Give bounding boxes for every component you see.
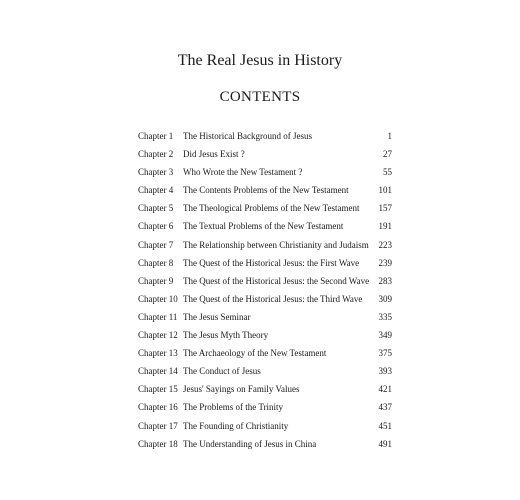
toc-page-number: 27 (383, 149, 392, 160)
toc-chapter-number: Chapter 18 (138, 438, 178, 449)
toc-page-number: 309 (378, 293, 392, 304)
toc-page-number: 491 (378, 438, 392, 449)
toc-chapter-number: Chapter 6 (138, 221, 174, 232)
toc-chapter-title: The Relationship between Christianity and Judaism (183, 239, 369, 250)
toc-chapter-number: Chapter 15 (138, 384, 178, 395)
toc-row (138, 130, 392, 148)
toc-row (138, 329, 392, 347)
toc-chapter-number: Chapter 12 (138, 330, 178, 341)
toc-chapter-number: Chapter 17 (138, 420, 178, 431)
toc-page-number: 421 (378, 384, 392, 395)
toc-chapter-title: The Historical Background of Jesus (183, 131, 312, 141)
toc-chapter-number: Chapter 2 (138, 149, 174, 160)
toc-chapter-title: The Understanding of Jesus in China (183, 438, 317, 449)
toc-chapter-title: The Founding of Christianity (183, 420, 289, 431)
toc-chapter-number: Chapter 1 (138, 131, 174, 141)
toc-page-number: 437 (378, 402, 392, 413)
toc-row (138, 311, 392, 329)
toc-chapter-number: Chapter 16 (138, 402, 178, 413)
toc-row (138, 184, 392, 202)
toc-row (138, 239, 392, 257)
toc-chapter-title: Jesus' Sayings on Family Values (183, 384, 300, 395)
toc-page-number: 191 (378, 221, 392, 232)
toc-chapter-number: Chapter 7 (138, 239, 174, 250)
toc-chapter-title: The Archaeology of the New Testament (183, 348, 327, 359)
toc-chapter-number: Chapter 8 (138, 257, 174, 268)
toc-chapter-title: The Quest of the Historical Jesus: the First Wave (183, 257, 360, 268)
toc-chapter-title: The Problems of the Trinity (183, 402, 284, 413)
toc-page-number: 101 (378, 185, 392, 196)
toc-chapter-title: Did Jesus Exist ? (183, 149, 245, 160)
toc-page-number: 335 (378, 311, 392, 322)
toc-chapter-number: Chapter 4 (138, 185, 174, 196)
toc-row (138, 166, 392, 184)
toc-chapter-number: Chapter 14 (138, 366, 178, 377)
toc-chapter-title: The Jesus Seminar (183, 311, 251, 322)
toc-chapter-title: Who Wrote the New Testament ? (183, 167, 303, 178)
toc-chapter-title: The Quest of the Historical Jesus: the Second Wave (183, 275, 370, 286)
toc-row (138, 293, 392, 311)
toc-page-number: 1 (387, 131, 392, 141)
toc-chapter-number: Chapter 13 (138, 348, 178, 359)
toc-row (138, 202, 392, 220)
table-of-contents (138, 130, 392, 456)
toc-page-number: 239 (378, 257, 392, 268)
toc-chapter-title: The Jesus Myth Theory (183, 330, 269, 341)
book-title: The Real Jesus in History (177, 52, 343, 69)
toc-chapter-number: Chapter 3 (138, 167, 174, 178)
toc-chapter-title: The Textual Problems of the New Testament (183, 221, 344, 232)
toc-row (138, 401, 392, 419)
toc-page-number: 375 (378, 348, 392, 359)
toc-chapter-number: Chapter 10 (138, 293, 178, 304)
toc-row (138, 420, 392, 438)
toc-row (138, 275, 392, 293)
toc-chapter-number: Chapter 9 (138, 275, 174, 286)
toc-page-number: 393 (378, 366, 392, 377)
toc-page-number: 451 (378, 420, 392, 431)
toc-row (138, 438, 392, 456)
toc-row (138, 220, 392, 238)
toc-row (138, 148, 392, 166)
toc-page-number: 55 (383, 167, 392, 178)
contents-heading: CONTENTS (219, 89, 301, 105)
toc-chapter-number: Chapter 5 (138, 203, 174, 214)
toc-row (138, 347, 392, 365)
toc-page-number: 223 (378, 239, 392, 250)
toc-row (138, 365, 392, 383)
toc-chapter-number: Chapter 11 (138, 311, 178, 322)
toc-row (138, 383, 392, 401)
toc-page-number: 157 (378, 203, 392, 214)
toc-page-number: 349 (378, 330, 392, 341)
toc-chapter-title: The Theological Problems of the New Testament (183, 203, 360, 214)
toc-page-number: 283 (378, 275, 392, 286)
toc-row (138, 257, 392, 275)
toc-chapter-title: The Conduct of Jesus (183, 366, 261, 377)
toc-chapter-title: The Contents Problems of the New Testament (183, 185, 349, 196)
toc-chapter-title: The Quest of the Historical Jesus: the Third Wave (183, 293, 363, 304)
